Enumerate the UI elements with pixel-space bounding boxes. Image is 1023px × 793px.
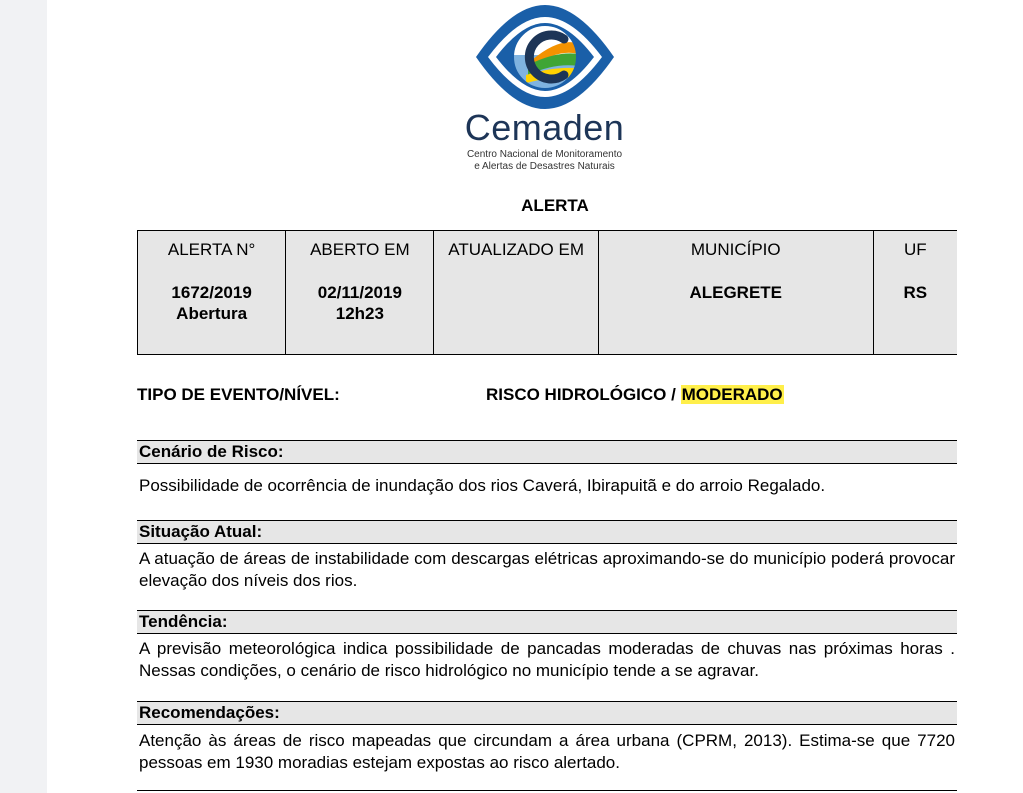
event-level-highlight: MODERADO xyxy=(681,385,783,404)
logo-subtitle-line1: Centro Nacional de Monitoramento xyxy=(466,149,623,160)
section-body: Atenção às áreas de risco mapeadas que circundam a área urbana (CPRM, 2013). Estima-se que 7720 pessoas em 1930 moradias estejam expostas ao risco alertado. xyxy=(139,731,955,772)
logo-subtitle-line2: e Alertas de Desastres Naturais xyxy=(474,161,615,172)
section-heading: Recomendações: xyxy=(137,701,957,725)
column-header: UF xyxy=(904,240,927,259)
column-header: ALERTA N° xyxy=(167,240,256,259)
opened-at-value xyxy=(287,282,432,324)
column-header: MUNICÍPIO xyxy=(690,240,781,259)
opened-date: 02/11/2019 xyxy=(317,283,402,302)
alert-document-page xyxy=(47,0,1023,793)
event-type-value xyxy=(486,385,784,405)
section-heading: Tendência: xyxy=(137,610,957,634)
section-heading: Cenário de Risco: xyxy=(137,440,957,464)
uf-value: RS xyxy=(903,283,928,302)
divider xyxy=(137,790,957,791)
table-row xyxy=(138,231,958,355)
alert-info-table xyxy=(137,230,957,355)
alert-number: 1672/2019 xyxy=(171,283,252,302)
section-current-situation xyxy=(137,520,957,592)
section-body: Possibilidade de ocorrência de inundação dos rios Caverá, Ibirapuitã e do arroio Regalado. xyxy=(139,476,826,495)
event-type-label: TIPO DE EVENTO/NÍVEL: xyxy=(137,385,340,404)
section-risk-scenario xyxy=(137,440,957,497)
municipality-value: ALEGRETE xyxy=(689,283,783,302)
cemaden-logo xyxy=(452,5,637,175)
event-risk-type: RISCO HIDROLÓGICO / xyxy=(486,385,681,404)
document-title: ALERTA xyxy=(521,196,589,215)
section-trend xyxy=(137,610,957,682)
section-body: A previsão meteorológica indica possibilidade de pancadas moderadas de chuvas nas próximas horas . Nessas condições, o cenário de risco hidrológico no município tende a se agravar. xyxy=(139,639,955,680)
event-type-row xyxy=(137,385,957,409)
column-header: ABERTO EM xyxy=(310,240,410,259)
alert-status: Abertura xyxy=(176,304,248,323)
municipality-cell xyxy=(598,231,873,355)
logo-subtitle xyxy=(452,149,637,173)
section-heading: Situação Atual: xyxy=(137,520,957,544)
opened-time: 12h23 xyxy=(335,304,384,323)
column-header: ATUALIZADO EM xyxy=(448,240,584,259)
alert-number-cell xyxy=(138,231,286,355)
logo-wordmark: Cemaden xyxy=(464,107,625,148)
viewer-left-margin xyxy=(0,0,47,793)
section-recommendations xyxy=(137,701,957,774)
section-body: A atuação de áreas de instabilidade com descargas elétricas aproximando-se do município poderá provocar elevação dos níveis dos rios. xyxy=(139,549,955,590)
alert-number-value xyxy=(139,282,284,324)
opened-at-cell xyxy=(286,231,434,355)
uf-cell xyxy=(873,231,957,355)
cemaden-eye-icon xyxy=(472,5,618,109)
updated-at-cell xyxy=(434,231,598,355)
